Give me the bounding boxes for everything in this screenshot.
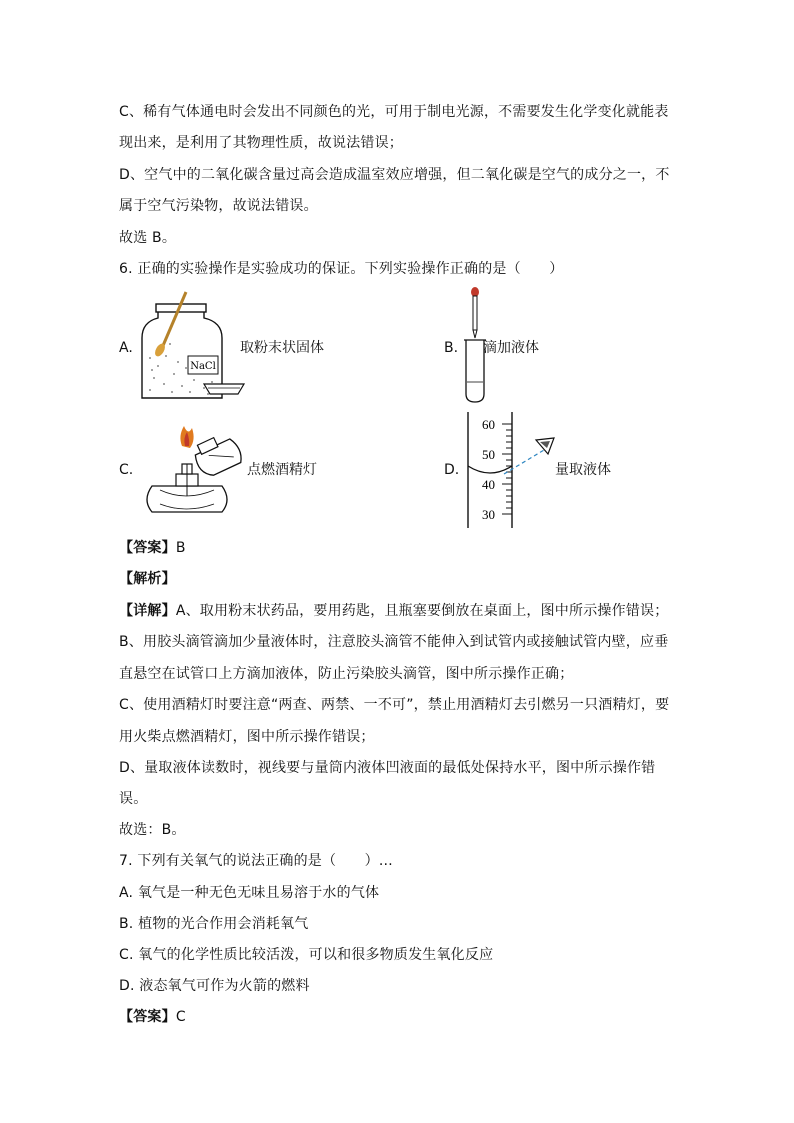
answer-6 [119, 538, 186, 558]
q7-option-c: C. 氧气的化学性质比较活泼，可以和很多物质发生氧化反应 [119, 947, 494, 963]
analysis-line-7: 误。 [119, 791, 148, 807]
option-b-letter: B. [444, 340, 459, 356]
answer-6-value: B [175, 540, 186, 556]
text-line-2: 现出来，是利用了其物理性质，故说法错误； [119, 135, 403, 151]
q7-option-b: B. 植物的光合作用会消耗氧气 [119, 916, 309, 932]
answer-6-bracket: 【答案】 [119, 540, 176, 556]
tick-60: 60 [482, 417, 495, 432]
alcohol-lamp-figure [138, 416, 244, 522]
text-line-5: 故选 B。 [119, 230, 177, 246]
option-a-letter: A. [119, 340, 133, 356]
analysis-line-1 [119, 601, 668, 621]
q7-option-d: D. 液态氧气可作为火箭的燃料 [119, 978, 310, 994]
detail-heading: 【详解】 [119, 603, 176, 619]
tick-30: 30 [482, 507, 495, 522]
option-d-letter: D. [444, 462, 460, 478]
option-a-caption: 取粉末状固体 [240, 340, 324, 356]
answer-7 [119, 1007, 186, 1027]
answer-7-value: C [175, 1009, 186, 1025]
question-6-stem: 6. 正确的实验操作是实验成功的保证。下列实验操作正确的是（ ） [119, 261, 564, 277]
option-d-caption: 量取液体 [555, 462, 611, 478]
powder-bottle-figure [138, 288, 254, 402]
option-c-letter: C. [119, 462, 134, 478]
measuring-cylinder-figure [462, 408, 558, 532]
text-line-1: C、稀有气体通电时会发出不同颜色的光，可用于制电光源，不需要发生化学变化就能表 [119, 104, 669, 120]
text-line-4: 属于空气污染物，故说法错误。 [119, 198, 318, 214]
analysis-line-3: 直悬空在试管口上方滴加液体，防止污染胶头滴管，图中所示操作正确； [119, 666, 574, 682]
analysis-line-5: 用火柴点燃酒精灯，图中所示操作错误； [119, 729, 375, 745]
text-line-3: D、空气中的二氧化碳含量过高会造成温室效应增强，但二氧化碳是空气的成分之一，不 [119, 167, 670, 183]
option-b-caption: 滴加液体 [483, 340, 539, 356]
option-c-caption: 点燃酒精灯 [247, 462, 317, 478]
analysis-line-8: 故选：B。 [119, 822, 186, 838]
analysis-line-4: C、使用酒精灯时要注意“两查、两禁、一不可”，禁止用酒精灯去引燃另一只酒精灯，要 [119, 697, 670, 713]
analysis-heading: 【解析】 [119, 571, 176, 587]
nacl-label: NaCl [190, 361, 216, 372]
analysis-line-2: B、用胶头滴管滴加少量液体时，注意胶头滴管不能伸入到试管内或接触试管内壁，应垂 [119, 634, 669, 650]
answer-7-bracket: 【答案】 [119, 1009, 176, 1025]
tick-40: 40 [482, 477, 495, 492]
question-7-stem: 7. 下列有关氧气的说法正确的是（ ）… [119, 853, 394, 869]
tick-50: 50 [482, 447, 495, 462]
analysis-line-6: D、量取液体读数时，视线要与量筒内液体凹液面的最低处保持水平，图中所示操作错 [119, 760, 656, 776]
q7-option-a: A. 氧气是一种无色无味且易溶于水的气体 [119, 885, 380, 901]
analysis-line-1-text: A、取用粉末状药品，要用药匙，且瓶塞要倒放在桌面上，图中所示操作错误； [175, 603, 669, 619]
